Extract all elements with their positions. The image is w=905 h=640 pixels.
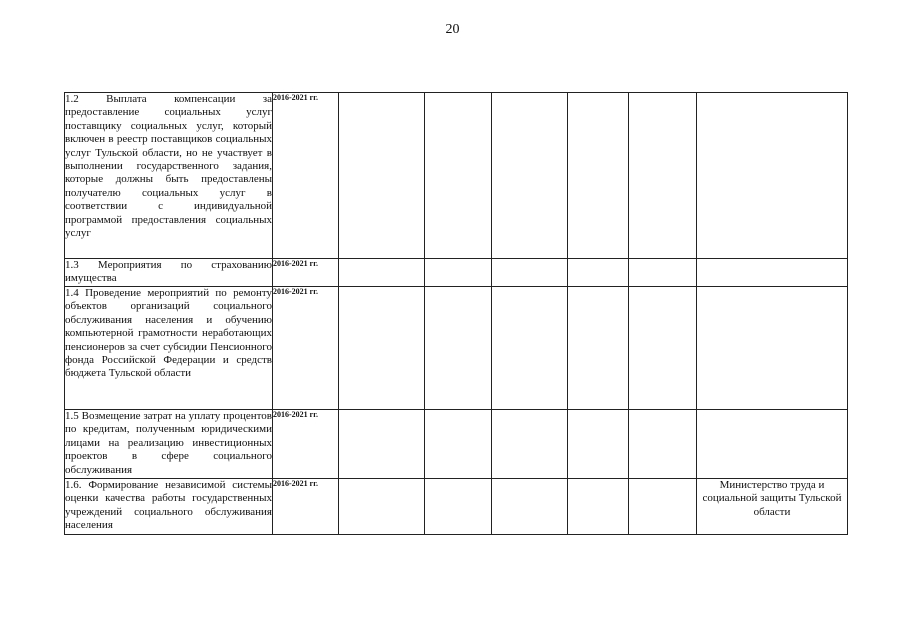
empty-cell [425,259,492,287]
empty-cell [425,410,492,479]
empty-cell [568,479,629,535]
empty-cell [629,259,697,287]
empty-cell [425,287,492,410]
empty-cell [629,93,697,259]
empty-cell [629,410,697,479]
empty-cell [629,287,697,410]
empty-cell [629,479,697,535]
empty-cell [492,259,568,287]
activity-period: 2016-2021 гг. [273,259,339,287]
activity-description: 1.2 Выплата компенсации за предоставление социальных услуг поставщику социальных услуг, который включен в реестр поставщиков социальных услуг Тульской области, но не участвует в выполнении государственного задания, которые должны быть предоставлены получателю социальных услуг в соответствии с индивидуальной программой предоставления социальных услуг [65,93,273,259]
activity-description: 1.3 Мероприятия по страхованию имущества [65,259,273,287]
activity-period: 2016-2021 гг. [273,93,339,259]
empty-cell [568,410,629,479]
empty-cell [568,259,629,287]
empty-cell [339,93,425,259]
empty-cell [492,93,568,259]
table-row [65,287,848,410]
page-number: 20 [445,22,460,37]
empty-cell [568,287,629,410]
empty-cell [425,479,492,535]
activity-description: 1.5 Возмещение затрат на уплату процентов по кредитам, полученным юридическими лицами на реализацию инвестиционных проектов в сфере социального обслуживания [65,410,273,479]
activity-period: 2016-2021 гг. [273,287,339,410]
empty-cell [339,259,425,287]
empty-cell [339,287,425,410]
activity-period: 2016-2021 гг. [273,479,339,535]
activity-responsible [697,410,848,479]
activity-description: 1.6. Формирование независимой системы оценки качества работы государственных учреждений социального обслуживания населения [65,479,273,535]
table-row [65,93,848,259]
activity-responsible [697,287,848,410]
empty-cell [568,93,629,259]
empty-cell [339,410,425,479]
empty-cell [492,479,568,535]
table-row [65,259,848,287]
empty-cell [492,410,568,479]
table-row [65,479,848,535]
table-row [65,410,848,479]
activity-responsible [697,259,848,287]
activity-period: 2016-2021 гг. [273,410,339,479]
activity-responsible: Министерство труда и социальной защиты Тульской области [697,479,848,535]
activity-description: 1.4 Проведение мероприятий по ремонту объектов организаций социального обслуживания населения и обучению компьютерной грамотности неработающих пенсионеров за счет субсидии Пенсионного фонда Российской Федерации и средств бюджета Тульской области [65,287,273,410]
program-activities-table [64,92,848,535]
empty-cell [425,93,492,259]
empty-cell [492,287,568,410]
activity-responsible [697,93,848,259]
empty-cell [339,479,425,535]
